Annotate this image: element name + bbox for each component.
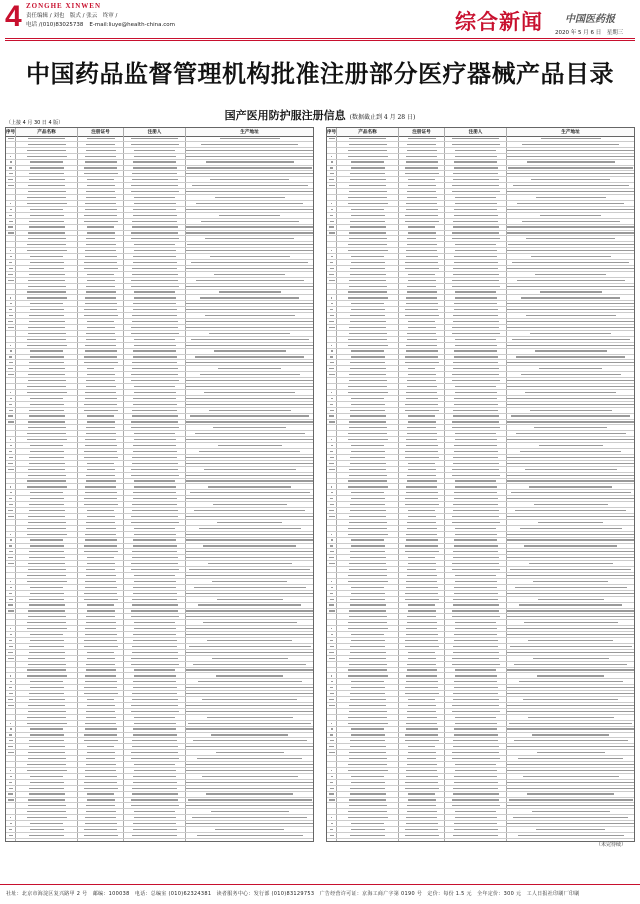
section-pinyin: ZONGHE XINWEN xyxy=(26,2,102,10)
editor-label: 责任编辑 / 刘也 版式 / 张云 终审 / xyxy=(26,13,118,19)
article-subtitle xyxy=(0,107,640,123)
footer-text: 社址：北京市海淀区复兴路甲 2 号 邮编：100038 电话：总编室 (010)62324381 读者服务中心：发行部 (010)83129753 广告经营许可证：京海工商广字第 0190 号 定价：每份 1.5 元 全年定价：300 元 工人日报社印刷厂印刷 xyxy=(6,891,580,897)
col-address: 生产地址 xyxy=(240,130,259,135)
registry-table-right xyxy=(326,127,635,842)
col-index: 序号 xyxy=(327,130,337,135)
phone: 电话 /(010)83025738 xyxy=(26,22,84,28)
header-divider-thin xyxy=(5,40,635,41)
subtitle-note: (数据截止到 4 月 28 日) xyxy=(349,114,416,121)
table-row xyxy=(327,839,634,842)
page-number: 4 xyxy=(5,0,22,33)
subtitle-text: 国产医用防护服注册信息 xyxy=(224,109,346,122)
table-body xyxy=(327,136,634,841)
col-address: 生产地址 xyxy=(561,130,580,135)
col-product: 产品名称 xyxy=(16,128,78,136)
col-reg-no: 注册证号 xyxy=(78,128,124,136)
email: E-mail:liuye@health-china.com xyxy=(89,22,175,28)
header-divider xyxy=(5,38,635,39)
continued-from: （上接 4 月 30 日 4 版） xyxy=(6,120,64,126)
col-registrant: 注册人 xyxy=(124,128,186,136)
masthead xyxy=(0,0,640,38)
continued-to: （未完待续） xyxy=(596,842,627,848)
newspaper-name: 中国医药报 xyxy=(565,14,615,25)
table-row xyxy=(6,839,313,842)
editor-info xyxy=(26,12,181,30)
issue-date: 2020 年 5 月 6 日 星期三 xyxy=(555,30,624,36)
col-reg-no: 注册证号 xyxy=(399,128,445,136)
section-title: 综合新闻 xyxy=(455,10,543,34)
page-footer xyxy=(0,884,640,904)
col-registrant: 注册人 xyxy=(445,128,507,136)
col-index: 序号 xyxy=(6,130,16,135)
article-title: 中国药品监督管理机构批准注册部分医疗器械产品目录 xyxy=(26,59,614,88)
col-product: 产品名称 xyxy=(337,128,399,136)
table-body xyxy=(6,136,313,841)
registry-table-left xyxy=(5,127,314,842)
